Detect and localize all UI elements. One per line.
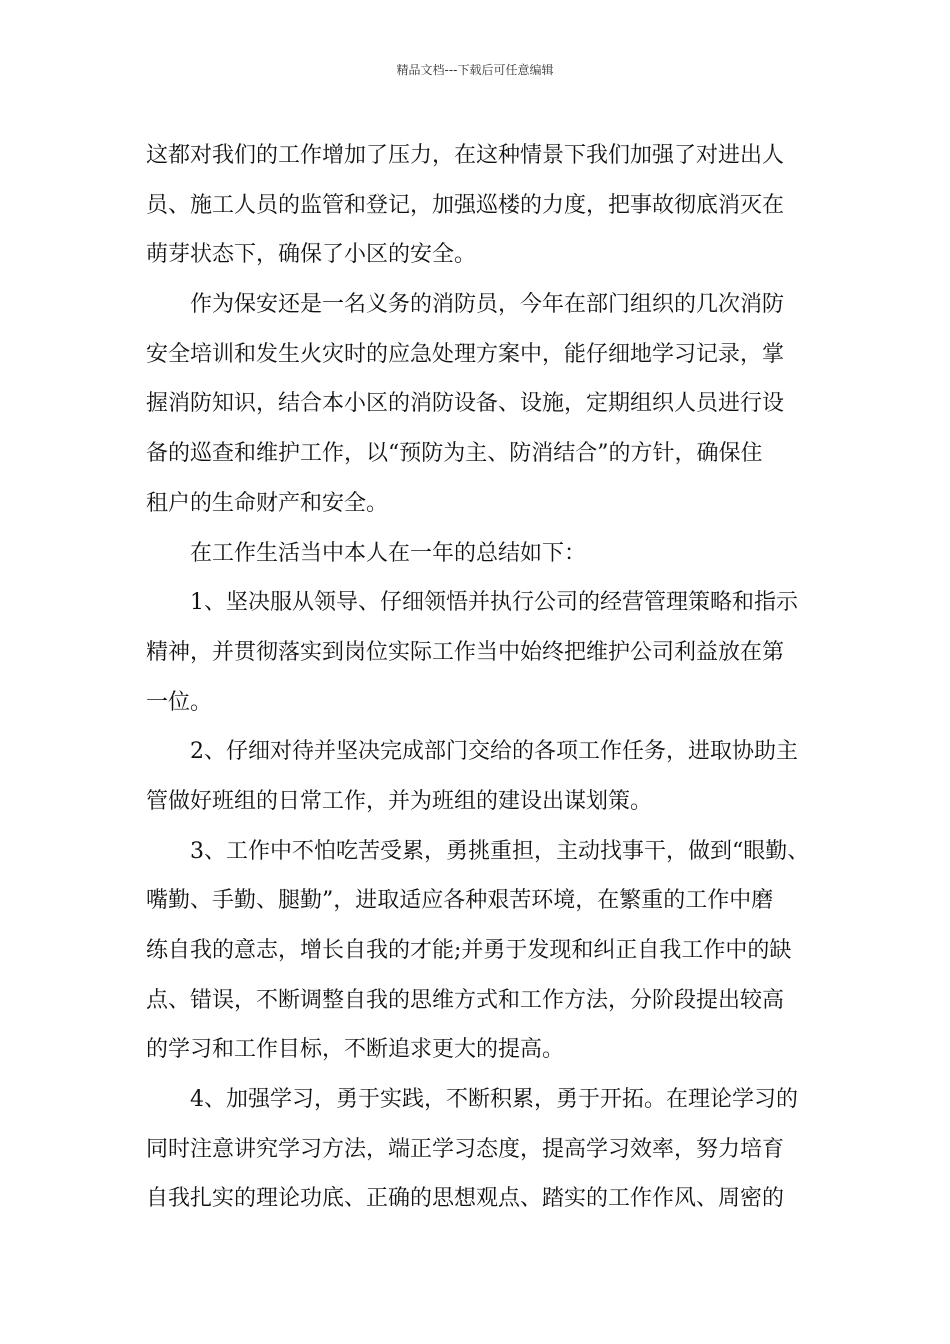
text-line: 4、加强学习，勇于实践，不断积累，勇于开拓。在理论学习的 (190, 1087, 798, 1113)
text-line: 管做好班组的日常工作，并为班组的建设出谋划策。 (146, 788, 653, 814)
text-line: 租户的生命财产和安全。 (146, 490, 389, 516)
paragraph-1 (146, 131, 816, 280)
paragraph-7 (146, 1075, 816, 1224)
paragraph-6 (146, 827, 816, 1075)
text-line: 3、工作中不怕吃苦受累，勇挑重担，主动找事干，做到“眼勤、 (190, 838, 810, 864)
text-line: 嘴勤、手勤、腿勤”，进取适应各种艰苦环境，在繁重的工作中磨 (146, 888, 774, 914)
paragraph-4 (146, 578, 816, 727)
text-line: 备的巡查和维护工作，以“预防为主、防消结合”的方针，确保住 (146, 441, 763, 467)
paragraph-3 (146, 529, 816, 579)
text-line: 一位。 (146, 689, 213, 715)
text-line: 2、仔细对待并坚决完成部门交给的各项工作任务，进取协助主 (190, 739, 798, 765)
paragraph-2 (146, 280, 816, 528)
text-line: 练自我的意志，增长自我的才能;并勇于发现和纠正自我工作中的缺 (146, 938, 792, 963)
text-line: 自我扎实的理论功底、正确的思想观点、踏实的工作作风、周密的 (146, 1186, 785, 1212)
text-line: 点、错误，不断调整自我的思维方式和工作方法，分阶段提出较高 (146, 987, 785, 1013)
text-line: 精神，并贯彻落实到岗位实际工作当中始终把维护公司利益放在第 (146, 639, 785, 665)
text-line: 同时注意讲究学习方法，端正学习态度，提高学习效率，努力培育 (146, 1136, 785, 1162)
text-line: 萌芽状态下，确保了小区的安全。 (146, 242, 477, 268)
text-line: 的学习和工作目标，不断追求更大的提高。 (146, 1037, 565, 1063)
text-line: 这都对我们的工作增加了压力，在这种情景下我们加强了对进出人 (146, 143, 785, 168)
text-line: 在工作生活当中本人在一年的总结如下： (190, 540, 587, 566)
text-line: 安全培训和发生火灾时的应急处理方案中，能仔细地学习记录，掌 (146, 341, 785, 367)
text-line: 员、施工人员的监管和登记，加强巡楼的力度，把事故彻底消灭在 (146, 192, 785, 218)
page-header: 精品文档---下载后可任意编辑 (396, 63, 554, 77)
text-line: 握消防知识，结合本小区的消防设备、设施，定期组织人员进行设 (146, 391, 785, 417)
paragraph-5 (146, 727, 816, 826)
text-line: 1、坚决服从领导、仔细领悟并执行公司的经营管理策略和指示 (190, 590, 798, 616)
document-body (146, 131, 816, 1224)
text-line: 作为保安还是一名义务的消防员，今年在部门组织的几次消防 (190, 292, 785, 318)
